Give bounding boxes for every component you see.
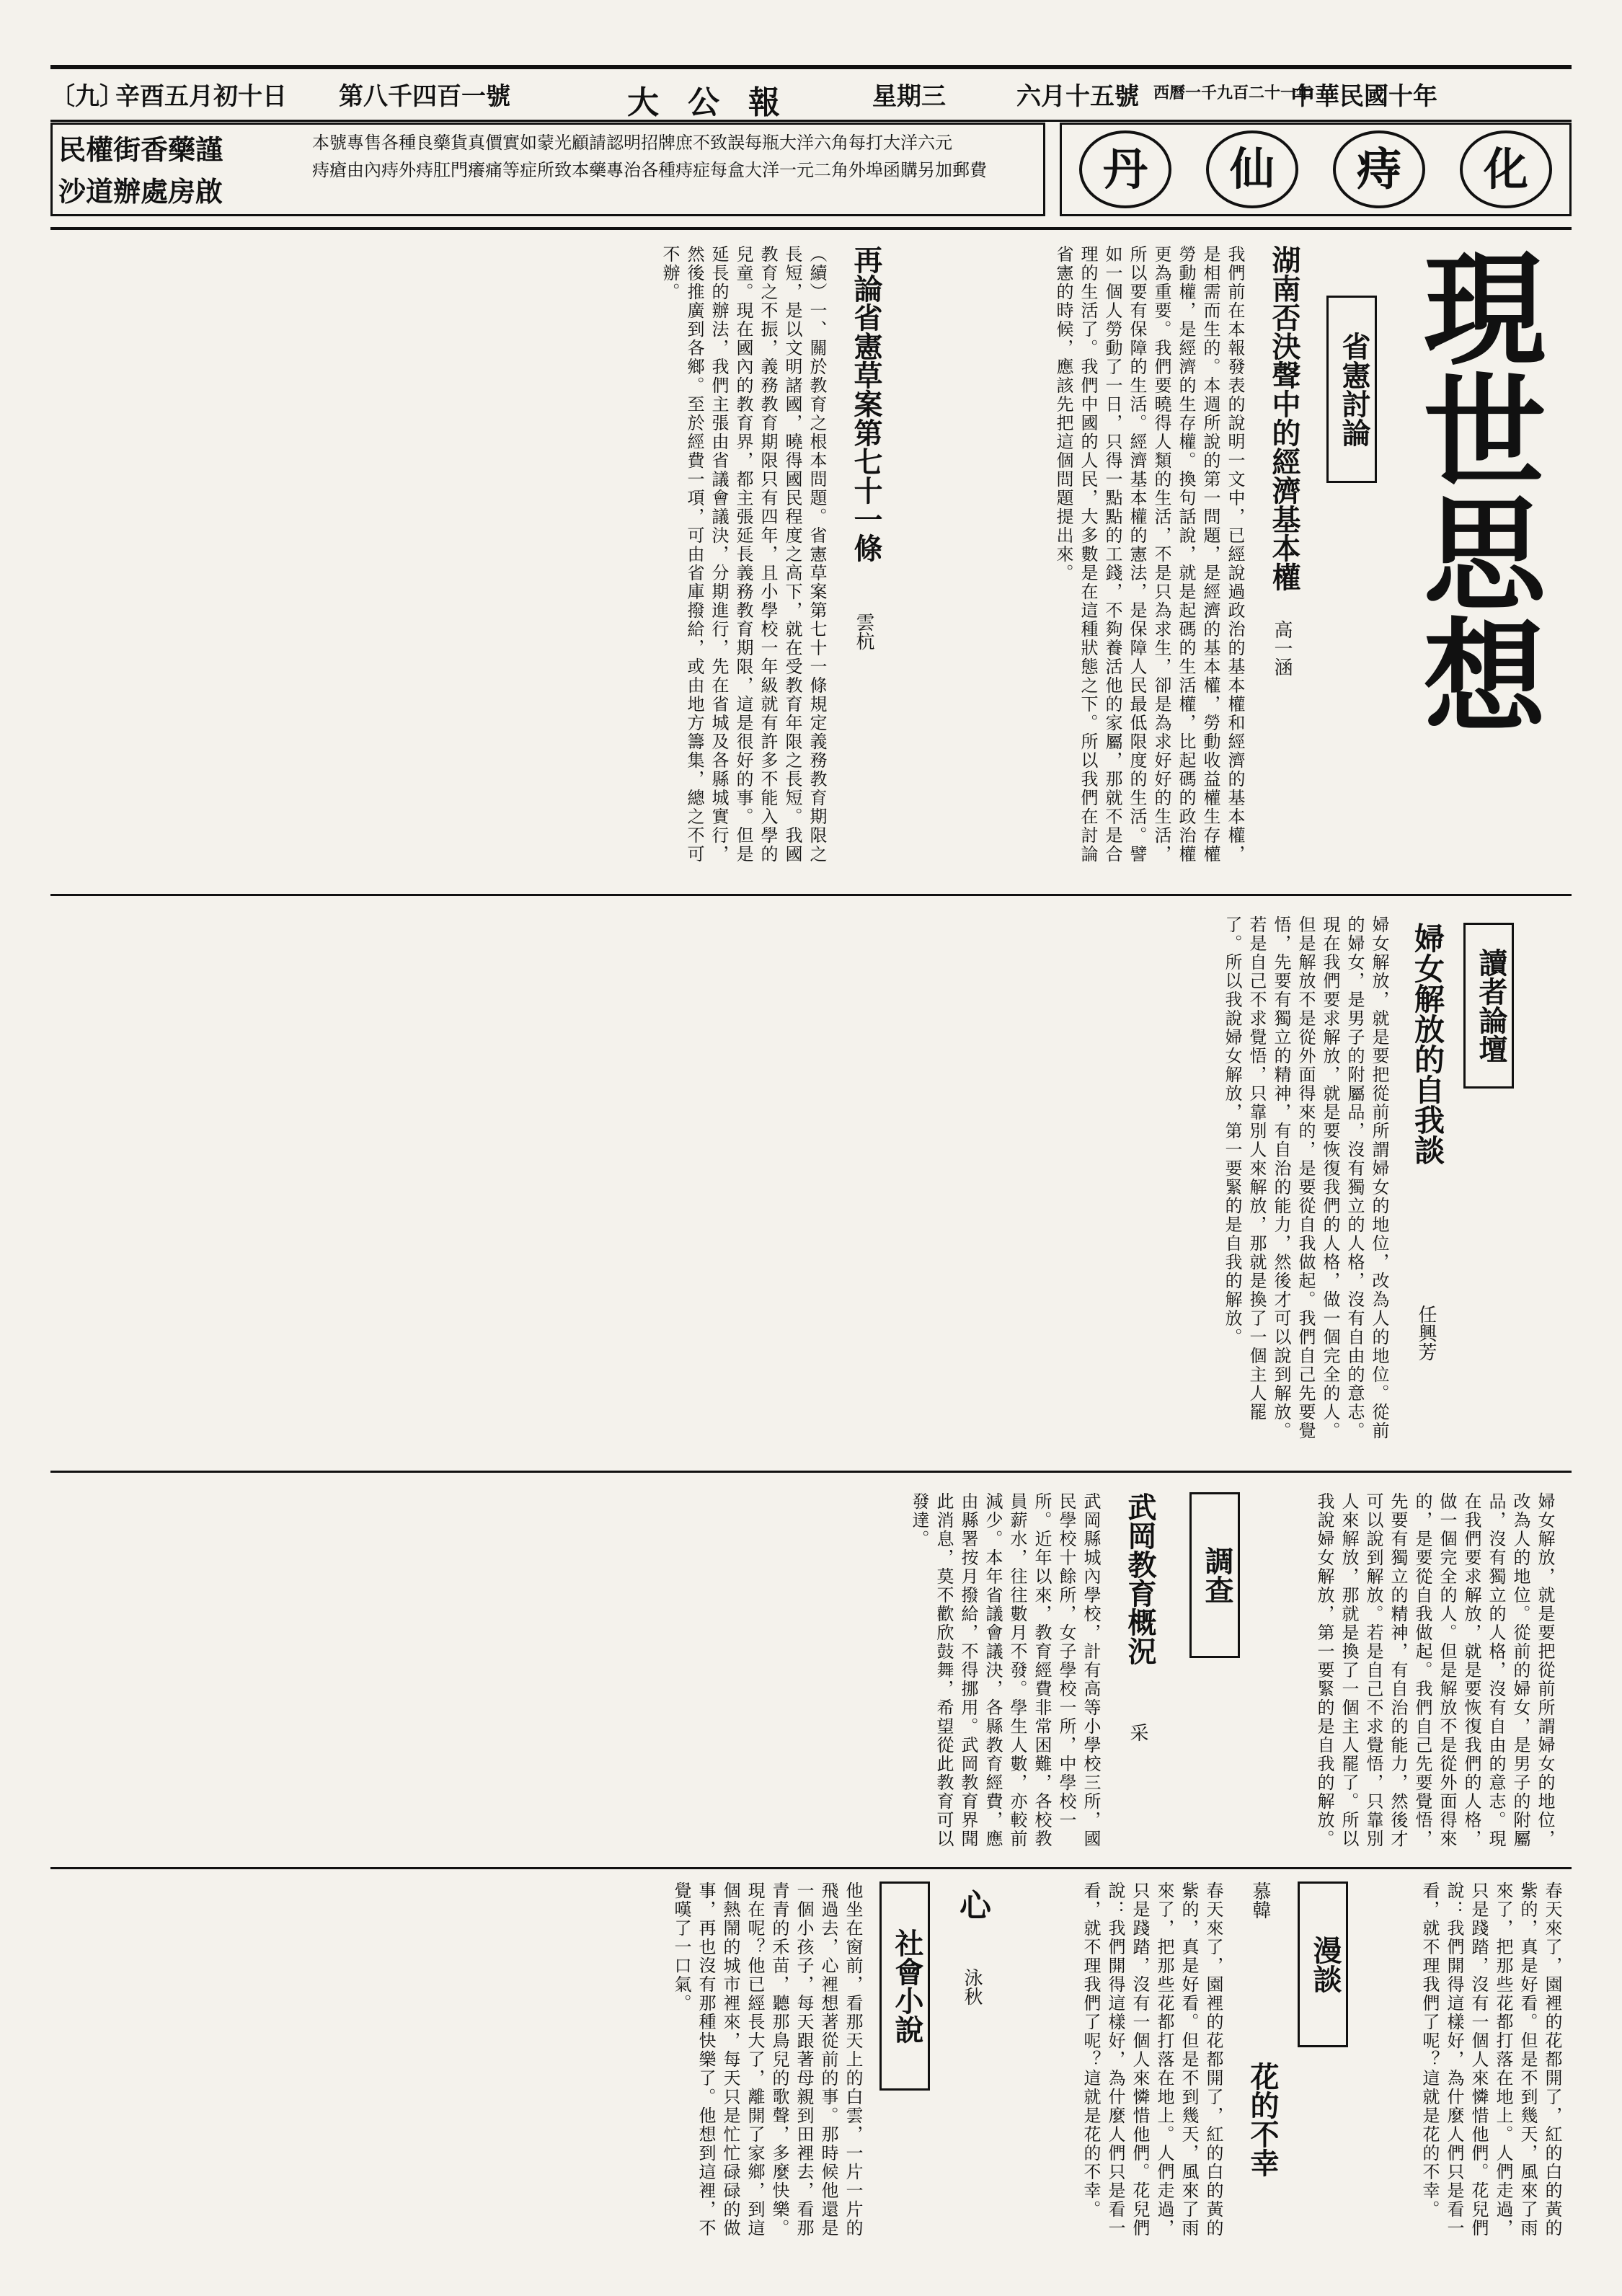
article3-heading: 婦女解放的自我談 (1410, 923, 1445, 1165)
article1-author: 高一涵 (1271, 620, 1293, 676)
article5-author: 泳秋 (961, 1968, 983, 2005)
masthead-date-western: 西曆一千九百二十一年 (1153, 84, 1313, 102)
label-mantan: 漫談 (1298, 1881, 1348, 2047)
divider-rule (50, 894, 1572, 896)
article4-heading: 武岡教育概況 (1123, 1492, 1157, 1665)
masthead-issue: 第八千四百一號 (339, 82, 510, 111)
article4-body: 武岡縣城內學校，計有高等小學校三所，國民學校十餘所，女子學校一所，中學校一所。近年以來，教育經費非常困難，各校教員薪水，往往數月不發。學生人數，亦較前減少。本年省議會議決，各縣教育經費，應由縣署按月撥給，不得挪用。武岡教育界聞此消息，莫不歡欣鼓舞，希望從此教育可以發達。 (909, 1492, 1101, 1848)
article6-body: 春天來了，園裡的花都開了，紅的白的黃的紫的，真是好看。但是不到幾天，風來了雨來了，把那些花都打落在地上。人們走過，只是踐踏，沒有一個人來憐惜他們。花兒們說：我們開得這樣好，為什麼人們只是看一看，就不理我們了呢？這就是花的不幸。 (1419, 1881, 1562, 2238)
article2-body: （續）一、關於教育之根本問題。省憲草案第七十一條規定義務教育期限之長短，是以文明諸國，曉得國民程度之高下，就在受教育年限之長短。我國教育之不振，義務教育期限只有四年，且小學校一年級就有許多不能入學的兒童。現在國內的教育界，都主張延長義務教育期限，這是很好的事。但是延長的辦法，我們主張由省議會議決，分期進行，先在省城及各縣城實行，然後推廣到各鄉。至於經費一項，可由省庫撥給，或由地方籌集，總之不可不辦。 (660, 245, 827, 864)
ad-logo-huazhixiandan (1060, 123, 1572, 216)
top-advertisement (50, 123, 1045, 216)
ad-logo-glyph: 化 (1460, 130, 1552, 208)
article3-continued: 婦女解放，就是要把從前所謂婦女的地位，改為人的地位。從前的婦女，是男子的附屬品，沒有獨立的人格，沒有自由的意志。現在我們要求解放，就是要恢復我們的人格，做一個完全的人。但是解放不是從外面得來的，是要從自我做起。我們自己先要覺悟，先要有獨立的精神，有自治的能力，然後才可以說到解放。若是自己不求覺悟，只靠別人來解放，那就是換了一個主人罷了。所以我說婦女解放，第一要緊的是自我的解放。 (1314, 1492, 1555, 1848)
ad-logo-glyph: 丹 (1079, 130, 1171, 208)
ad-left-text: 本號專售各種良藥貨真價實如蒙光顧請認明招牌庶不致誤每瓶大洋六角每打大洋六元 (312, 133, 952, 153)
ad-body (312, 129, 1040, 213)
label-shehui: 社會小說 (879, 1881, 930, 2091)
article1-heading: 湖南否決聲中的經濟基本權 (1267, 245, 1301, 591)
ad-mid-text: 痔瘡由內痔外痔肛門癢痛等症所致本藥專治各種痔症每盒大洋一元二角外埠函購另加郵費 (312, 160, 987, 180)
ad-left-title-text: 民權街香藥謹 (58, 133, 223, 166)
article6-heading: 花的不幸 (1246, 2062, 1280, 2177)
masthead-date-month: 六月十五號 (1016, 82, 1139, 111)
ad-logo-glyph: 痔 (1333, 130, 1425, 208)
article1-body: 我們前在本報發表的說明一文中，已經說過政治的基本權和經濟的基本權，是相需而生的。本週所說的第一問題，是經濟的基本權，勞動收益權生存權勞動權，是經濟的生存權。換句話說，就是起碼的生活權，比起碼的政治權更為重要。我們要曉得人類的生活，不是只為求生，卻是為求好好的生活，所以要有保障的生活。經濟基本權的憲法，是保障人民最低限度的生活。譬如一個人勞動了一日，只得一點點的工錢，不夠養活他的家屬，那就不是合理的生活了。我們中國的人民，大多數是在這種狀態之下。所以我們在討論省憲的時候，應該先把這個問題提出來。 (1053, 245, 1245, 864)
label-xiancheng: 省憲討論 (1326, 296, 1377, 483)
newspaper-page (50, 65, 1572, 2249)
article3-body: 婦女解放，就是要把從前所謂婦女的地位，改為人的地位。從前的婦女，是男子的附屬品，沒有獨立的人格，沒有自由的意志。現在我們要求解放，就是要恢復我們的人格，做一個完全的人。但是解放不是從外面得來的，是要從自我做起。我們自己先要覺悟，先要有獨立的精神，有自治的能力，然後才可以說到解放。若是自己不求覺悟，只靠別人來解放，那就是換了一個主人罷了。所以我說婦女解放，第一要緊的是自我的解放。 (1222, 916, 1389, 1440)
article4-author: 采 (1127, 1723, 1148, 1742)
ad-logo-glyph: 仙 (1206, 130, 1298, 208)
article2-author: 雲杭 (853, 613, 874, 650)
label-diaocha: 調查 (1189, 1492, 1240, 1658)
masthead-lunar-date: 辛酉五月初十日 (115, 82, 287, 111)
article2-heading: 再論省憲草案第七十一條 (849, 245, 883, 562)
ad-left-title (58, 129, 303, 213)
label-duzhe: 讀者論壇 (1463, 923, 1514, 1089)
masthead-page-number: 〔九〕 (50, 82, 124, 111)
divider-rule (50, 1471, 1572, 1473)
ad-mid-title-text: 沙道辦處房啟 (58, 175, 223, 208)
article3-author: 任興芳 (1415, 1305, 1437, 1361)
masthead-paper-name: 大公報 (627, 84, 809, 121)
divider-rule (50, 227, 1572, 230)
article6-body-cont: 春天來了，園裡的花都開了，紅的白的黃的紫的，真是好看。但是不到幾天，風來了雨來了，把那些花都打落在地上。人們走過，只是踐踏，沒有一個人來憐惜他們。花兒們說：我們開得這樣好，為什麼人們只是看一看，就不理我們了呢？這就是花的不幸。 (1081, 1881, 1223, 2238)
divider-rule (50, 1867, 1572, 1869)
article6-author: 慕韓 (1249, 1881, 1271, 1919)
article5-body: 他坐在窗前，看那天上的白雲，一片一片的飛過去，心裡想著從前的事。那時候他還是一個小孩子，每天跟著母親到田裡去，看那青青的禾苗，聽那鳥兒的歌聲，多麼快樂。現在呢？他已經長大了，離開了家鄉，到這個熱鬧的城市裡來，每天只是忙忙碌碌的做事，再也沒有那種快樂了。他想到這裡，不覺嘆了一口氣。 (671, 1881, 863, 2238)
masthead-date-republic: 中華民國十年 (1290, 82, 1437, 111)
masthead-weekday: 星期三 (872, 82, 946, 111)
section-title: 現世思想 (1402, 245, 1546, 735)
masthead (50, 65, 1572, 122)
article5-heading: 心 (954, 1889, 991, 1920)
